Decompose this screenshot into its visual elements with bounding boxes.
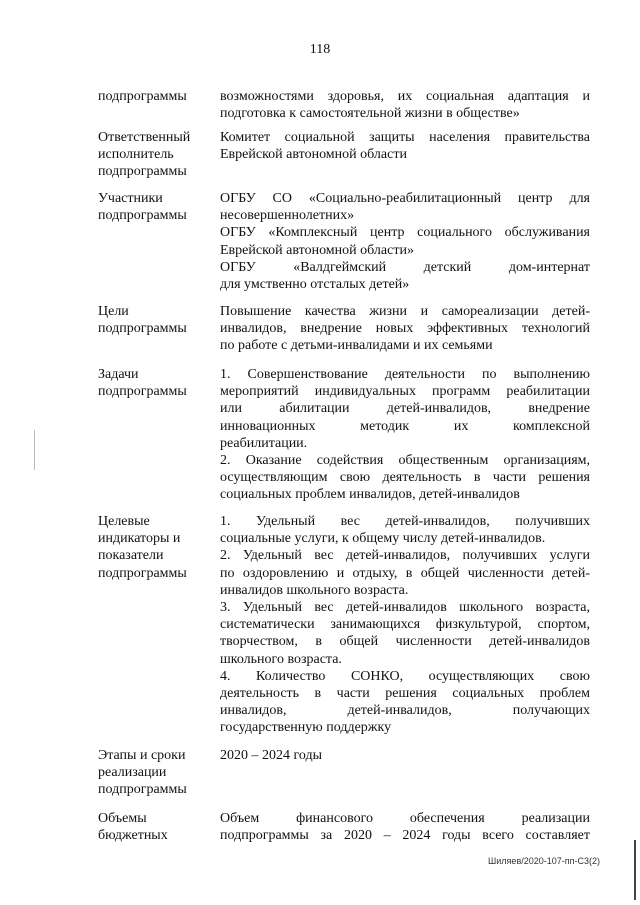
scan-edge-mark [634, 840, 636, 900]
row-label: Цели подпрограммы [98, 304, 187, 337]
row-content: Комитет социальной защиты населения правительства Еврейской автономной области [220, 130, 590, 163]
row-content: ОГБУ СО «Социально-реабилитационный центр для несовершеннолетних» ОГБУ «Комплексный центр социального обслуживания Еврейской автономной области» ОГБУ «Валдгеймский детский дом-интернат для умственно отсталых детей» [220, 191, 590, 293]
row-label: Объемы бюджетных [98, 811, 168, 844]
row-content: Объем финансового обеспечения реализации подпрограммы за 2020 – 2024 годы всего составляет [220, 811, 590, 844]
row-content: 1. Совершенствование деятельности по выполнению мероприятий индивидуальных программ реабилитации или абилитации детей-инвалидов, внедрение инновационных методик их комплексной реабилитации. 2. Оказание содействия общественным организациям, осуществляющим свою деятельность в части решения социальных проблем инвалидов, детей-инвалидов [220, 367, 590, 503]
row-content: 1. Удельный вес детей-инвалидов, получивших социальные услуги, к общему числу детей-инвалидов. 2. Удельный вес детей-инвалидов, получивших услуги по оздоровлению и отдыху, в общей численности детей- инвалидов школьного возраста. 3. Удельный вес детей-инвалидов школьного возраста, систематически занимающихся физкультурой, спортом, творчеством, в общей численности детей-инвалидов школьного возраста. 4. Количество СОНКО, осуществляющих свою деятельность в части решения социальных проблем инвалидов, детей-инвалидов, получающих государственную поддержку [220, 514, 590, 736]
row-label: Ответственный исполнитель подпрограммы [98, 130, 191, 180]
row-label: Участники подпрограммы [98, 191, 187, 224]
row-content: Повышение качества жизни и самореализации детей- инвалидов, внедрение новых эффективных технологий по работе с детьми-инвалидами и их семьями [220, 304, 590, 354]
row-content: 2020 – 2024 годы [220, 748, 323, 763]
page-number: 118 [309, 42, 331, 57]
row-label: Целевые индикаторы и показатели подпрограммы [98, 514, 187, 581]
row-label: подпрограммы [98, 89, 187, 104]
row-label: Задачи подпрограммы [98, 367, 187, 400]
scan-edge-mark [34, 430, 35, 470]
row-label: Этапы и сроки реализации подпрограммы [98, 748, 187, 798]
document-code: Шиляев/2020-107-пп-С3(2) [488, 856, 600, 866]
row-content: возможностями здоровья, их социальная адаптация и подготовка к самостоятельной жизни в обществе» [220, 89, 590, 122]
